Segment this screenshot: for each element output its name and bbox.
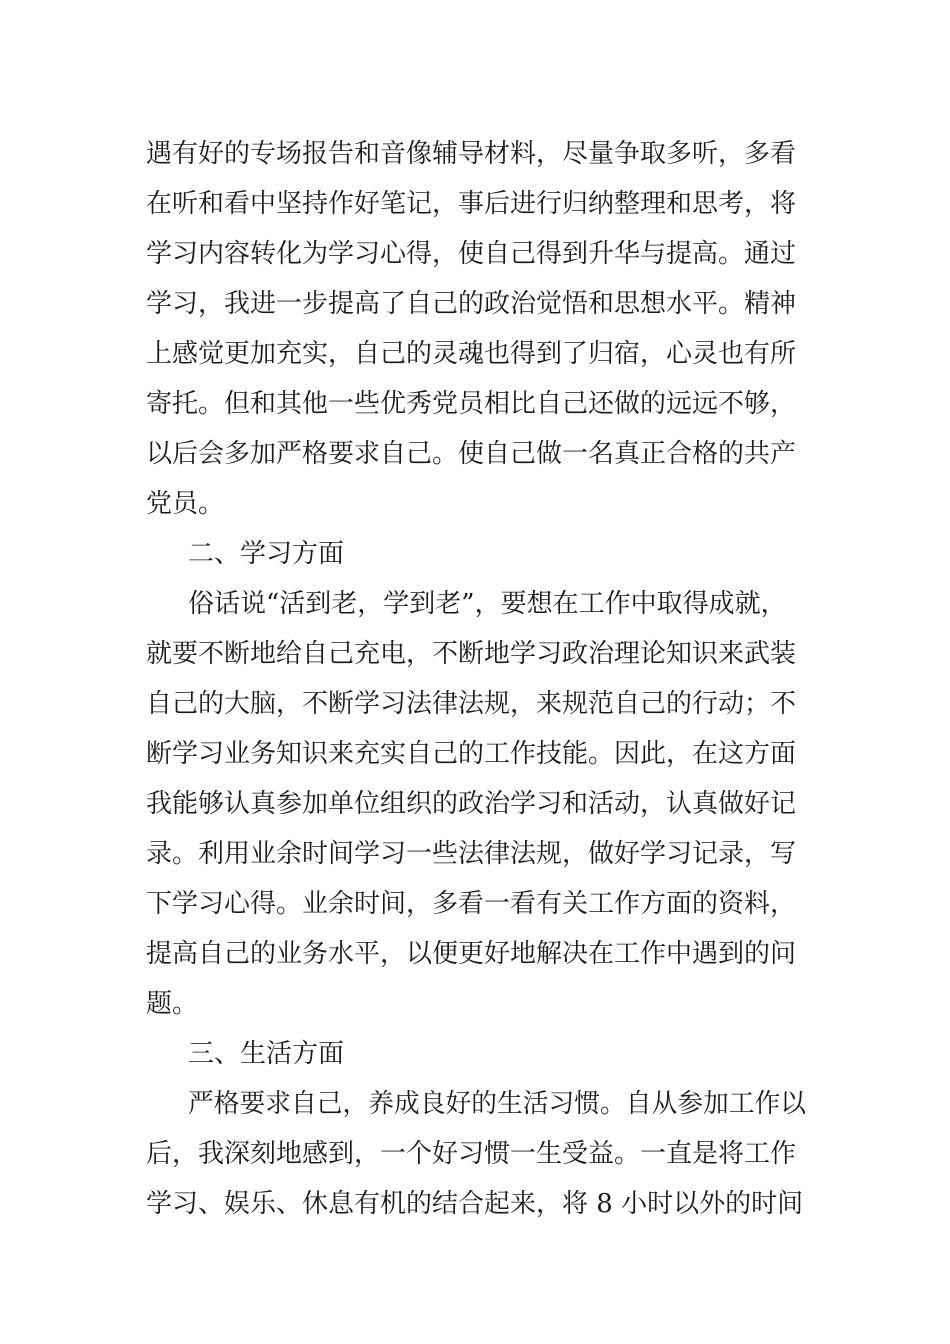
text-line: 寄托。但和其他一些优秀党员相比自己还做的远远不够，: [146, 389, 797, 419]
text-line: 我能够认真参加单位组织的政治学习和活动，认真做好记: [146, 789, 797, 819]
text-line: 自己的大脑，不断学习法律法规，来规范自己的行动；不: [146, 689, 797, 719]
text-line: 党员。: [146, 489, 225, 519]
text-line: 学习内容转化为学习心得，使自己得到升华与提高。通过: [146, 239, 797, 269]
text-line: 后，我深刻地感到，一个好习惯一生受益。一直是将工作: [146, 1139, 797, 1169]
text-line: 学习，我进一步提高了自己的政治觉悟和思想水平。精神: [146, 289, 797, 319]
text-line: 在听和看中坚持作好笔记，事后进行归纳整理和思考，将: [146, 189, 797, 219]
text-line: 断学习业务知识来充实自己的工作技能。因此，在这方面: [146, 739, 797, 769]
text-line: 学习、娱乐、休息有机的结合起来，将 8 小时以外的时间: [146, 1189, 804, 1219]
text-line: 录。利用业余时间学习一些法律法规，做好学习记录，写: [146, 839, 797, 869]
text-line: 提高自己的业务水平，以便更好地解决在工作中遇到的问: [146, 939, 797, 969]
text-line: 俗话说“活到老，学到老”，要想在工作中取得成就，: [188, 589, 787, 619]
text-line: 以后会多加严格要求自己。使自己做一名真正合格的共产: [146, 439, 797, 469]
text-line: 下学习心得。业余时间，多看一看有关工作方面的资料，: [146, 889, 797, 919]
text-line: 题。: [146, 989, 199, 1019]
section-heading-study: 二、学习方面: [188, 539, 345, 569]
text-line: 就要不断地给自己充电，不断地学习政治理论知识来武装: [146, 639, 797, 669]
text-line: 上感觉更加充实，自己的灵魂也得到了归宿，心灵也有所: [146, 339, 797, 369]
section-heading-life: 三、生活方面: [188, 1039, 345, 1069]
text-line: 严格要求自己，养成良好的生活习惯。自从参加工作以: [188, 1089, 807, 1119]
text-line: 遇有好的专场报告和音像辅导材料，尽量争取多听，多看: [146, 139, 797, 169]
